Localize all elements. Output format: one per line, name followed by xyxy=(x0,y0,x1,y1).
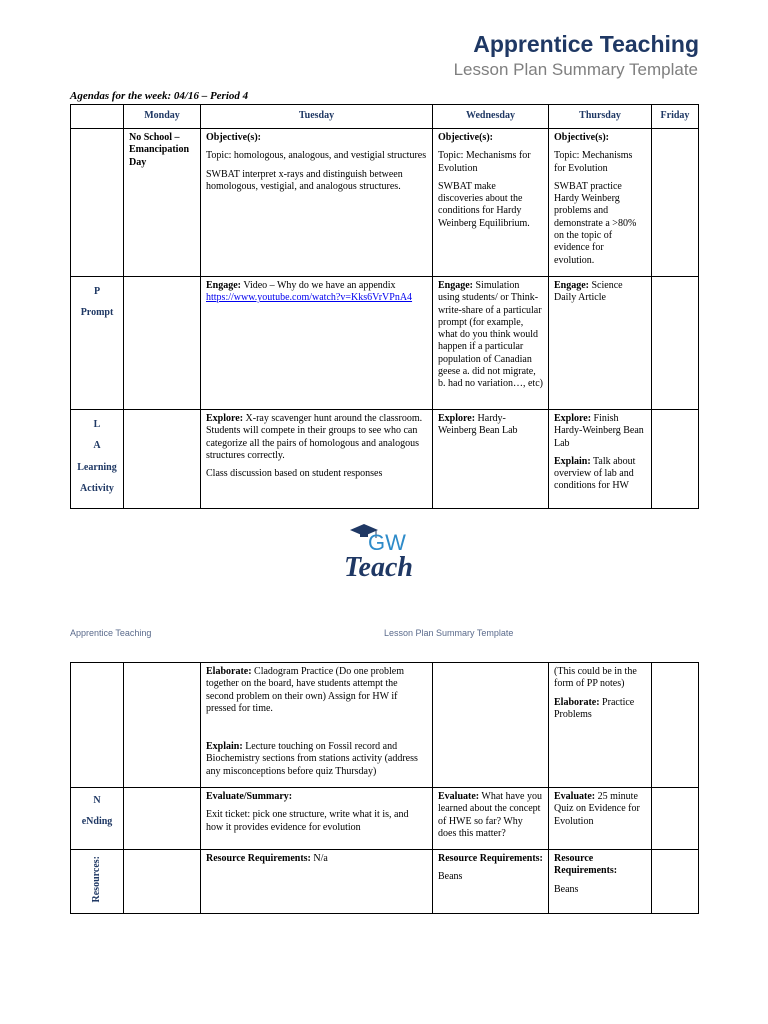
topic-text: Topic: Mechanisms for Evolution xyxy=(438,150,531,174)
wednesday-engage xyxy=(433,276,549,409)
elaborate-row xyxy=(71,663,699,788)
label-letter: L xyxy=(93,418,101,430)
tuesday-objectives xyxy=(201,129,433,277)
tuesday-explore xyxy=(201,409,433,508)
col-friday: Friday xyxy=(652,105,699,129)
wednesday-objectives xyxy=(433,129,549,277)
elaborate-label: Elaborate: xyxy=(206,666,252,677)
row-label-resources xyxy=(71,850,124,914)
thursday-elaborate xyxy=(549,663,652,788)
evaluate-label: Evaluate: xyxy=(438,791,480,803)
monday-cell: No School – Emancipation Day xyxy=(124,129,201,277)
label-word: Activity xyxy=(80,482,114,494)
explore-label: Explore: xyxy=(206,412,244,424)
elaborate-label: Elaborate: xyxy=(554,696,600,708)
row-label-prompt xyxy=(71,276,124,409)
objective-heading: Objective(s): xyxy=(554,132,609,143)
thursday-objectives xyxy=(549,129,652,277)
explore-label: Explore: xyxy=(438,412,476,424)
col-tuesday: Tuesday xyxy=(201,105,433,129)
wednesday-resources xyxy=(433,850,549,914)
friday-cell xyxy=(652,129,699,277)
logo-gw: GW xyxy=(368,530,406,555)
topic-text: Topic: Mechanisms for Evolution xyxy=(554,150,633,174)
thursday-engage xyxy=(549,276,652,409)
tuesday-resources xyxy=(201,850,433,914)
label-word: eNding xyxy=(81,816,113,828)
footer-left: Apprentice Teaching xyxy=(70,628,152,638)
pp-notes-text: (This could be in the form of PP notes) xyxy=(554,666,637,690)
monday-cell xyxy=(124,409,201,508)
row-label-empty xyxy=(71,663,124,788)
col-wednesday: Wednesday xyxy=(433,105,549,129)
tuesday-evaluate xyxy=(201,788,433,850)
topic-text: Topic: homologous, analogous, and vestigial structures xyxy=(206,150,427,162)
lesson-plan-table xyxy=(70,104,699,509)
col-thursday: Thursday xyxy=(549,105,652,129)
resource-label: Resource Requirements: xyxy=(438,853,543,865)
exit-ticket-text: Exit ticket: pick one structure, write what it is, and how it provides evidence for evolution xyxy=(206,809,409,833)
resource-text: Beans xyxy=(554,883,579,895)
discussion-text: Class discussion based on student responses xyxy=(206,468,383,480)
doc-subtitle: Lesson Plan Summary Template xyxy=(453,60,698,79)
engage-text: Science Daily Article xyxy=(554,279,623,304)
agenda-line: Agendas for the week: 04/16 – Period 4 xyxy=(70,90,249,102)
explore-label: Explore: xyxy=(554,412,592,424)
swbat-text: SWBAT interpret x-rays and distinguish between homologous, vestigial, and analogous structures. xyxy=(206,168,403,192)
engage-text: Video – Why do we have an appendix xyxy=(241,279,396,291)
thursday-evaluate xyxy=(549,788,652,850)
ending-row xyxy=(71,788,699,850)
objective-heading: Objective(s): xyxy=(206,132,261,143)
resources-label: Resources: xyxy=(90,856,102,903)
explain-label: Explain: xyxy=(206,741,243,753)
monday-cell xyxy=(124,850,201,914)
friday-cell xyxy=(652,850,699,914)
resource-label: Resource Requirements: xyxy=(554,853,618,877)
evaluate-text: What have you learned about the concept of HWE so far? Why does this matter? xyxy=(438,791,542,839)
doc-title: Apprentice Teaching xyxy=(473,31,699,57)
monday-cell xyxy=(124,663,201,788)
explore-text: Hardy-Weinberg Bean Lab xyxy=(438,412,518,437)
engage-text: Simulation using students/ or Think-write-share of a particular prompt (for example, what do you think would happen if a particular population of Canadian geese a. did not migrate, b. had no variation…, etc) xyxy=(438,279,543,390)
engage-label: Engage: xyxy=(206,279,241,291)
resource-text: Beans xyxy=(438,871,463,883)
video-link[interactable]: https://www.youtube.com/watch?v=Kks6VrVPnA4 xyxy=(206,292,413,304)
label-word: Prompt xyxy=(80,307,114,319)
objective-heading: Objective(s): xyxy=(438,132,493,143)
lesson-plan-table-continued xyxy=(70,662,699,914)
thursday-explore xyxy=(549,409,652,508)
learning-activity-row xyxy=(71,409,699,508)
swbat-text: SWBAT practice Hardy Weinberg problems and demonstrate a >80% on the topic of evidence for evolution. xyxy=(554,180,637,266)
explain-text: Lecture touching on Fossil record and Biochemistry sections from stations activity (address any misconceptions before quiz Thursday) xyxy=(206,741,418,777)
wednesday-cell xyxy=(433,663,549,788)
row-label-ending xyxy=(71,788,124,850)
resource-label: Resource Requirements: xyxy=(206,853,311,865)
empty-corner xyxy=(71,105,124,129)
elaborate-text: Practice Problems xyxy=(554,696,635,720)
col-monday: Monday xyxy=(124,105,201,129)
objectives-row xyxy=(71,129,699,277)
resources-row xyxy=(71,850,699,914)
row-label-empty xyxy=(71,129,124,277)
evaluate-label: Evaluate/Summary: xyxy=(206,791,293,803)
explain-text: Talk about overview of lab and conditions for HW xyxy=(554,455,636,492)
evaluate-text: 25 minute Quiz on Evidence for Evolution xyxy=(554,791,640,827)
explore-text: Finish Hardy-Weinberg Bean Lab xyxy=(554,412,644,449)
label-letter: P xyxy=(93,285,101,297)
wednesday-explore xyxy=(433,409,549,508)
friday-cell xyxy=(652,276,699,409)
label-word: Learning xyxy=(77,461,117,473)
monday-cell xyxy=(124,276,201,409)
prompt-row xyxy=(71,276,699,409)
monday-cell xyxy=(124,788,201,850)
friday-cell xyxy=(652,409,699,508)
friday-cell xyxy=(652,663,699,788)
label-letter: N xyxy=(93,795,101,807)
tuesday-engage xyxy=(201,276,433,409)
resource-text: N/a xyxy=(310,853,328,865)
wednesday-evaluate xyxy=(433,788,549,850)
engage-label: Engage: xyxy=(438,279,473,291)
thursday-resources xyxy=(549,850,652,914)
gw-teach-logo xyxy=(340,520,440,580)
tuesday-elaborate xyxy=(201,663,433,788)
row-label-learning xyxy=(71,409,124,508)
elaborate-text: Cladogram Practice (Do one problem together on the board, have students attempt the second problem on their own) Assign for HW if pressed for time. xyxy=(206,666,404,714)
label-letter: A xyxy=(93,440,101,452)
footer-right: Lesson Plan Summary Template xyxy=(384,628,514,638)
friday-cell xyxy=(652,788,699,850)
evaluate-label: Evaluate: xyxy=(554,791,596,803)
engage-label: Engage: xyxy=(554,279,589,291)
swbat-text: SWBAT make discoveries about the conditions for Hardy Weinberg Equilibrium. xyxy=(438,180,530,229)
explore-text: X-ray scavenger hunt around the classroom. Students will compete in their groups to see who can categorize all the pairs of homologous and analogous structures correctly. xyxy=(206,412,423,461)
day-header-row xyxy=(71,105,699,129)
explain-label: Explain: xyxy=(554,455,591,467)
logo-teach: Teach xyxy=(344,552,413,580)
